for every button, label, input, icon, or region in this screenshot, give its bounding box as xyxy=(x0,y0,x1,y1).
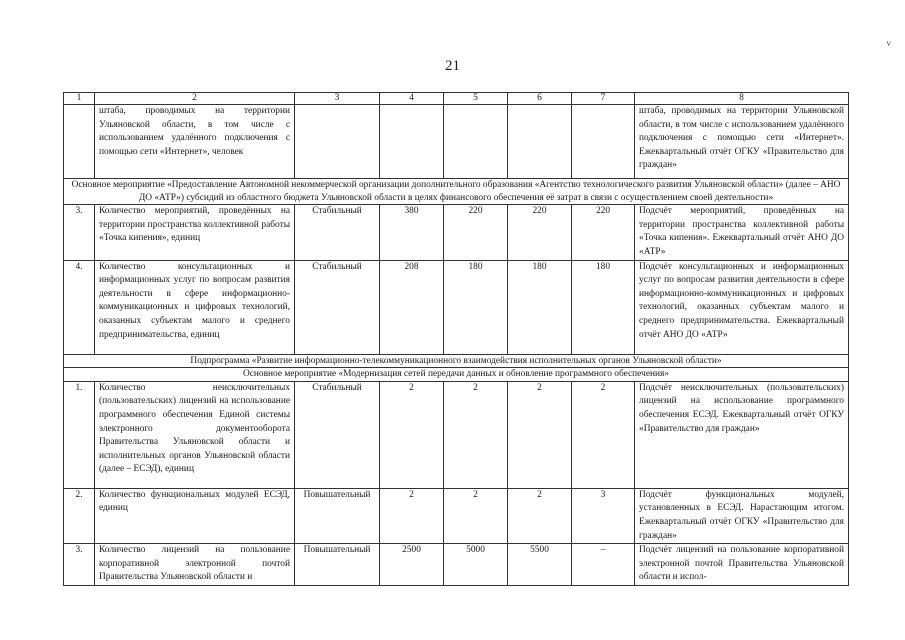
value-cell: 2 xyxy=(508,381,572,488)
column-number-header-row xyxy=(64,93,849,105)
value-cell: 180 xyxy=(444,260,508,354)
value-cell: 180 xyxy=(572,260,635,354)
table-body xyxy=(64,93,849,586)
value-cell: 5000 xyxy=(444,544,508,586)
value-cell: 380 xyxy=(380,205,444,260)
indicator-type: Стабильный xyxy=(295,205,380,260)
value-cell: 208 xyxy=(380,260,444,354)
value-cell: 220 xyxy=(508,205,572,260)
value-cell xyxy=(572,105,635,179)
section-row xyxy=(64,179,849,205)
value-cell: 2 xyxy=(444,488,508,543)
calculation-note: штаба, проводимых на территории Ульяновской области, в том числе с использованием удалённого подключения с помощью сети «Интернет». Ежеквартальный отчёт ОГКУ «Правительство для граждан» xyxy=(635,105,849,179)
column-header: 2 xyxy=(95,93,295,105)
column-header: 5 xyxy=(444,93,508,105)
table-row xyxy=(64,381,849,488)
indicator-name: Количество лицензий на пользование корпоративной электронной почтой Правительства Ульяновской области и xyxy=(95,544,295,586)
column-header: 7 xyxy=(572,93,635,105)
indicator-name: Количество неисключительных (пользовательских) лицензий на использование программного обеспечения Единой системы электронного документооборота Правительства Ульяновской области и исполнительных органов Ульяновской области (далее – ЕСЭД), единиц xyxy=(95,381,295,488)
row-number: 1. xyxy=(64,381,95,488)
column-header: 6 xyxy=(508,93,572,105)
table-row xyxy=(64,205,849,260)
value-cell: 3 xyxy=(572,488,635,543)
value-cell: – xyxy=(572,544,635,586)
row-number: 2. xyxy=(64,488,95,543)
value-cell: 180 xyxy=(508,260,572,354)
indicator-name: штаба, проводимых на территории Ульяновской области, в том числе с использованием удалённого подключения с помощью сети «Интернет», человек xyxy=(95,105,295,179)
calculation-note: Подсчёт консультационных и информационных услуг по вопросам развития деятельности в сфере информационно-коммуникационных и цифровых технологий, оказанных субъектам малого и среднего предпринимательства. Ежеквартальный отчёт АНО ДО «АТР» xyxy=(635,260,849,354)
indicator-name: Количество консультационных и информационных услуг по вопросам развития деятельности в сфере информационно-коммуникационных и цифровых технологий, оказанных субъектам малого и среднего предпринимательства, единиц xyxy=(95,260,295,354)
value-cell xyxy=(444,105,508,179)
indicator-name: Количество мероприятий, проведённых на территории пространства коллективной работы «Точка кипения», единиц xyxy=(95,205,295,260)
value-cell: 220 xyxy=(572,205,635,260)
calculation-note: Подсчёт функциональных модулей, установленных в ЕСЭД. Нарастающим итогом. Ежеквартальный отчёт ОГКУ «Правительство для граждан» xyxy=(635,488,849,543)
section-title: Подпрограмма «Развитие информационно-телекоммуникационного взаимодействия исполнительных органов Ульяновской области» xyxy=(64,354,849,368)
section-row xyxy=(64,354,849,368)
column-header: 8 xyxy=(635,93,849,105)
column-header: 3 xyxy=(295,93,380,105)
row-number: 3. xyxy=(64,205,95,260)
section-title: Основное мероприятие «Предоставление Автономной некоммерческой организации дополнительного образования «Агентство технологического развития Ульяновской области» (далее – АНО ДО «АТР») субсидий из областного бюджета Ульяновской области в целях финансового обеспечения её затрат в связи с осуществлением своей деятельности» xyxy=(64,179,849,205)
column-header: 1 xyxy=(64,93,95,105)
indicator-type: Стабильный xyxy=(295,260,380,354)
calculation-note: Подсчёт мероприятий, проведённых на территории пространства коллективной работы «Точка кипения». Ежеквартальный отчёт АНО ДО «АТР» xyxy=(635,205,849,260)
value-cell: 220 xyxy=(444,205,508,260)
section-row xyxy=(64,368,849,382)
value-cell: 2 xyxy=(508,488,572,543)
value-cell: 5500 xyxy=(508,544,572,586)
value-cell: 2 xyxy=(380,381,444,488)
value-cell: 2 xyxy=(572,381,635,488)
value-cell: 2 xyxy=(444,381,508,488)
table-row xyxy=(64,260,849,354)
column-header: 4 xyxy=(380,93,444,105)
indicator-type: Повышательный xyxy=(295,544,380,586)
row-number: 3. xyxy=(64,544,95,586)
indicators-table xyxy=(63,92,849,586)
indicator-type: Стабильный xyxy=(295,381,380,488)
value-cell xyxy=(380,105,444,179)
table-row xyxy=(64,488,849,543)
table-row xyxy=(64,544,849,586)
value-cell xyxy=(508,105,572,179)
value-cell: 2500 xyxy=(380,544,444,586)
value-cell: 2 xyxy=(380,488,444,543)
indicator-type xyxy=(295,105,380,179)
indicator-type: Повышательный xyxy=(295,488,380,543)
table-row xyxy=(64,105,849,179)
corner-mark: v xyxy=(886,38,891,48)
indicator-name: Количество функциональных модулей ЕСЭД, единиц xyxy=(95,488,295,543)
row-number: 4. xyxy=(64,260,95,354)
row-number xyxy=(64,105,95,179)
calculation-note: Подсчёт лицензий на пользование корпоративной электронной почтой Правительства Ульяновской области и испол- xyxy=(635,544,849,586)
calculation-note: Подсчёт неисключительных (пользовательских) лицензий на использование программного обеспечения ЕСЭД. Ежеквартальный отчёт ОГКУ «Правительство для граждан» xyxy=(635,381,849,488)
page-number: 21 xyxy=(445,58,460,74)
section-title: Основное мероприятие «Модернизация сетей передачи данных и обновление программного обеспечения» xyxy=(64,368,849,382)
